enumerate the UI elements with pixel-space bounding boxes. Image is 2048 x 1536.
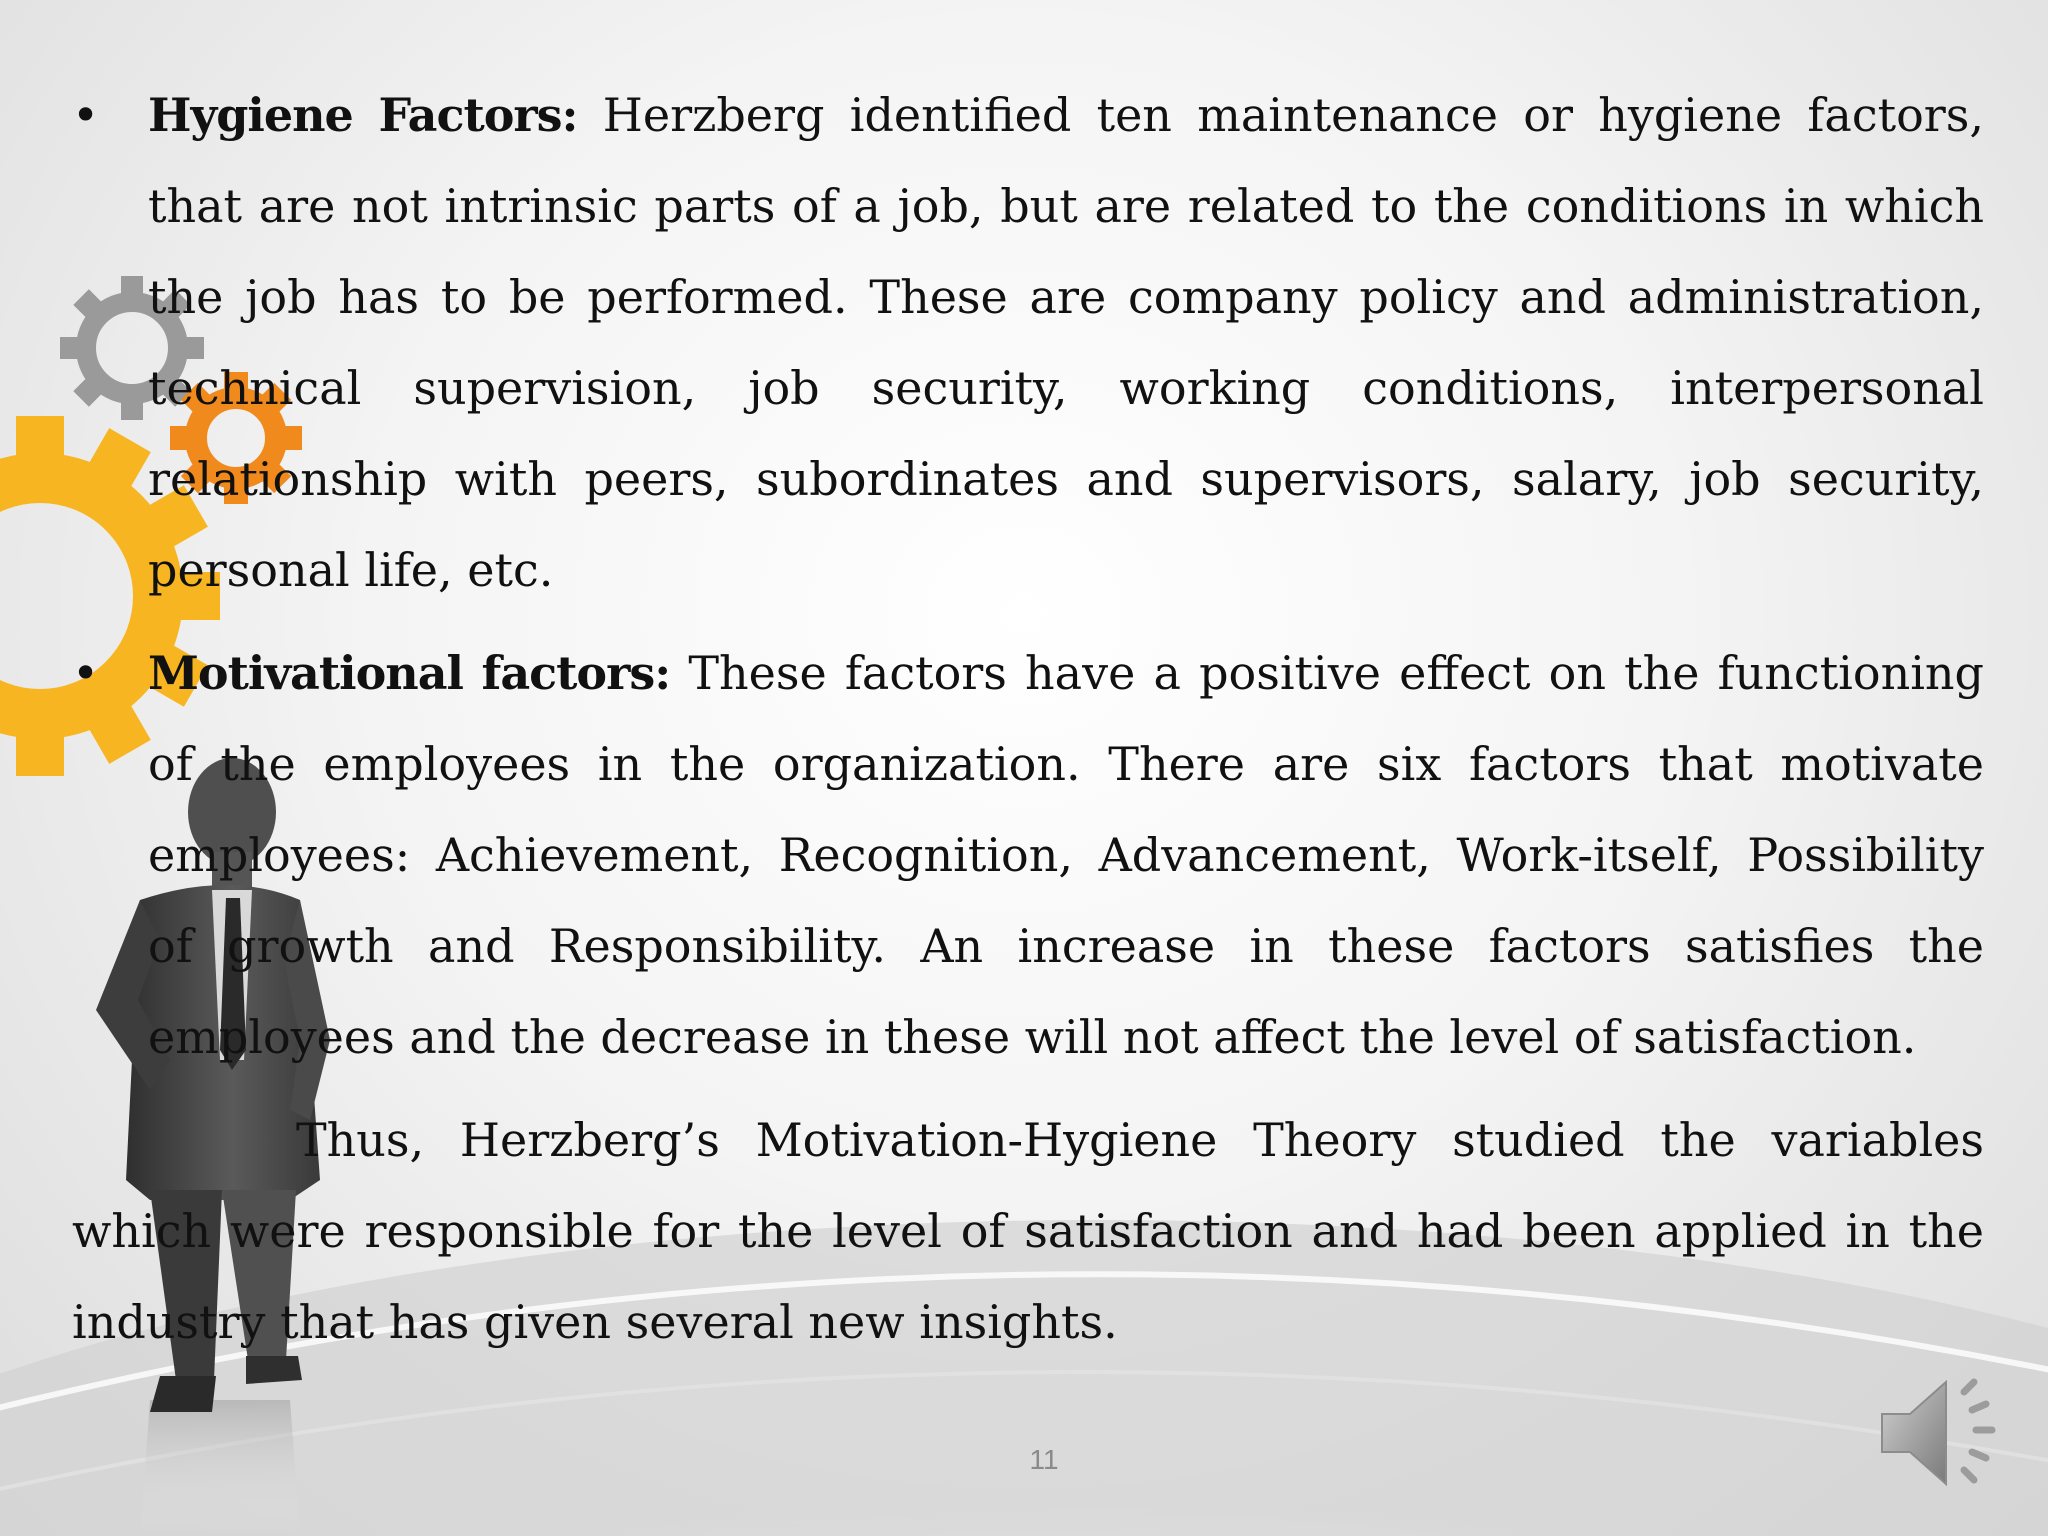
bullet-term: Motivational factors:	[148, 646, 671, 700]
bullet-marker	[72, 70, 112, 161]
bullet-hygiene-factors	[72, 70, 1984, 616]
bullet-text: These factors have a positive effect on the functioning of the employees in the organization. There are six factors that motivate employees: Achievement, Recognition, Advancement, Work-itself, Possibility of growth and Responsibility. An increase in these factors satisfies the employees and the decrease in these will not affect the level of satisfaction.	[148, 646, 1984, 1064]
page-number: 11	[1029, 1444, 1059, 1475]
bullet-term: Hygiene Factors:	[148, 88, 578, 142]
closing-paragraph: Thus, Herzberg’s Motivation-Hygiene Theory studied the variables which were responsible for the level of satisfaction and had been applied in the industry that has given several new insights.	[72, 1113, 1984, 1349]
speaker-icon[interactable]	[1876, 1368, 2006, 1498]
bullet-text: Herzberg identified ten maintenance or hygiene factors, that are not intrinsic parts of a job, but are related to the conditions in which the job has to be performed. These are company policy and administration, technical supervision, job security, working conditions, interpersonal relationship with peers, subordinates and supervisors, salary, job security, personal life, etc.	[148, 88, 1984, 597]
bullet-marker	[72, 628, 112, 719]
slide-body	[72, 70, 1984, 1368]
bullet-motivational-factors	[72, 628, 1984, 1083]
